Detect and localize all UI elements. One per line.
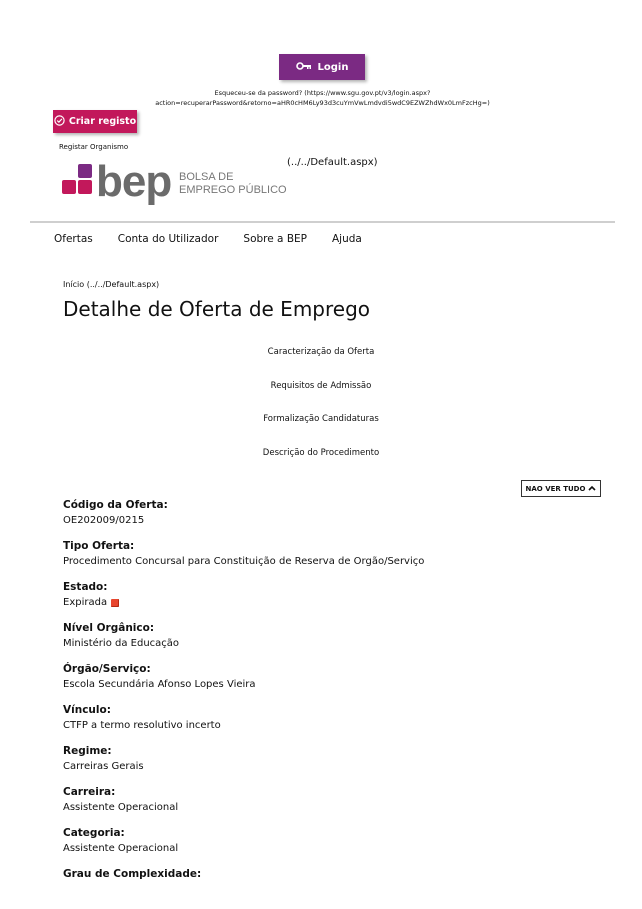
field-label: Órgão/Serviço: bbox=[63, 663, 151, 675]
login-button[interactable] bbox=[279, 54, 365, 80]
default-link[interactable]: (../../Default.aspx) bbox=[287, 157, 378, 168]
field-label: Regime: bbox=[63, 745, 112, 757]
page-title: Detalhe de Oferta de Emprego bbox=[63, 297, 371, 321]
field-tipo-oferta bbox=[63, 540, 583, 581]
nav-item-conta-do-utilizador[interactable]: Conta do Utilizador bbox=[117, 233, 219, 245]
offer-details bbox=[63, 499, 583, 909]
field-estado bbox=[63, 581, 583, 622]
logo-subtitle bbox=[179, 171, 287, 197]
section-link-caracterizacao[interactable]: Caracterização da Oferta bbox=[267, 347, 375, 357]
field-carreira bbox=[63, 786, 583, 827]
nao-ver-tudo-button[interactable] bbox=[521, 480, 601, 497]
main-nav bbox=[54, 233, 362, 245]
nao-ver-tudo-label: NAO VER TUDO bbox=[525, 484, 586, 493]
section-link-requisitos[interactable]: Requisitos de Admissão bbox=[270, 381, 372, 391]
nav-item-sobre-a-bep[interactable]: Sobre a BEP bbox=[243, 233, 307, 245]
chevron-up-icon bbox=[588, 485, 596, 493]
breadcrumb[interactable]: Início (../../Default.aspx) bbox=[63, 280, 160, 289]
field-label: Nível Orgânico: bbox=[63, 622, 155, 634]
field-value: Assistente Operacional bbox=[63, 843, 179, 854]
field-value: Procedimento Concursal para Constituição de Reserva de Orgão/Serviço bbox=[63, 556, 425, 567]
field-value: Ministério da Educação bbox=[63, 638, 180, 649]
key-icon bbox=[296, 62, 312, 73]
field-grau-de-complexidade bbox=[63, 868, 583, 909]
criar-registo-label: Criar registo bbox=[68, 116, 137, 127]
section-link-descricao[interactable]: Descrição do Procedimento bbox=[262, 448, 380, 458]
field-value: CTFP a termo resolutivo incerto bbox=[63, 720, 221, 731]
field-categoria bbox=[63, 827, 583, 868]
field-label: Categoria: bbox=[63, 827, 125, 839]
field-value: Carreiras Gerais bbox=[63, 761, 144, 772]
criar-registo-button[interactable] bbox=[53, 110, 137, 133]
field-value: OE202009/0215 bbox=[63, 515, 145, 526]
login-label: Login bbox=[317, 61, 349, 73]
logo-mark bbox=[62, 164, 94, 196]
field-label: Vínculo: bbox=[63, 704, 111, 716]
field-label: Código da Oferta: bbox=[63, 499, 168, 511]
registar-organismo-link[interactable]: Registar Organismo bbox=[59, 143, 129, 151]
header-divider bbox=[30, 221, 615, 223]
field-value-wrapper bbox=[63, 596, 583, 610]
logo-subtitle-line-2: EMPREGO PÚBLICO bbox=[179, 184, 287, 196]
field-vinculo bbox=[63, 704, 583, 745]
forgot-password-link[interactable]: Esqueceu-se da password? (https://www.sgu.gov.pt/v3/login.aspx?action=recuperarPassword&retorno=aHR0cHM6Ly93d3cuYmVwLmdvdi5wdC9EZWZhdWx0LmFzcHg=) bbox=[155, 89, 490, 107]
status-expired-icon bbox=[111, 599, 119, 607]
nav-item-ofertas[interactable]: Ofertas bbox=[54, 233, 93, 245]
field-codigo-da-oferta bbox=[63, 499, 583, 540]
field-regime bbox=[63, 745, 583, 786]
field-label: Grau de Complexidade: bbox=[63, 868, 202, 880]
field-value: Assistente Operacional bbox=[63, 802, 179, 813]
status-text: Expirada bbox=[63, 597, 108, 608]
bep-logo[interactable] bbox=[62, 157, 292, 208]
field-nivel-organico bbox=[63, 622, 583, 663]
field-value: Escola Secundária Afonso Lopes Vieira bbox=[63, 679, 256, 690]
field-label: Tipo Oferta: bbox=[63, 540, 135, 552]
check-circle-icon bbox=[54, 115, 65, 129]
logo-wordmark: bep bbox=[96, 157, 172, 206]
field-orgao-servico bbox=[63, 663, 583, 704]
field-label: Carreira: bbox=[63, 786, 116, 798]
nav-item-ajuda[interactable]: Ajuda bbox=[332, 233, 362, 245]
section-link-formalizacao[interactable]: Formalização Candidaturas bbox=[263, 414, 379, 424]
logo-subtitle-line-1: BOLSA DE bbox=[179, 171, 234, 183]
field-label: Estado: bbox=[63, 581, 108, 593]
